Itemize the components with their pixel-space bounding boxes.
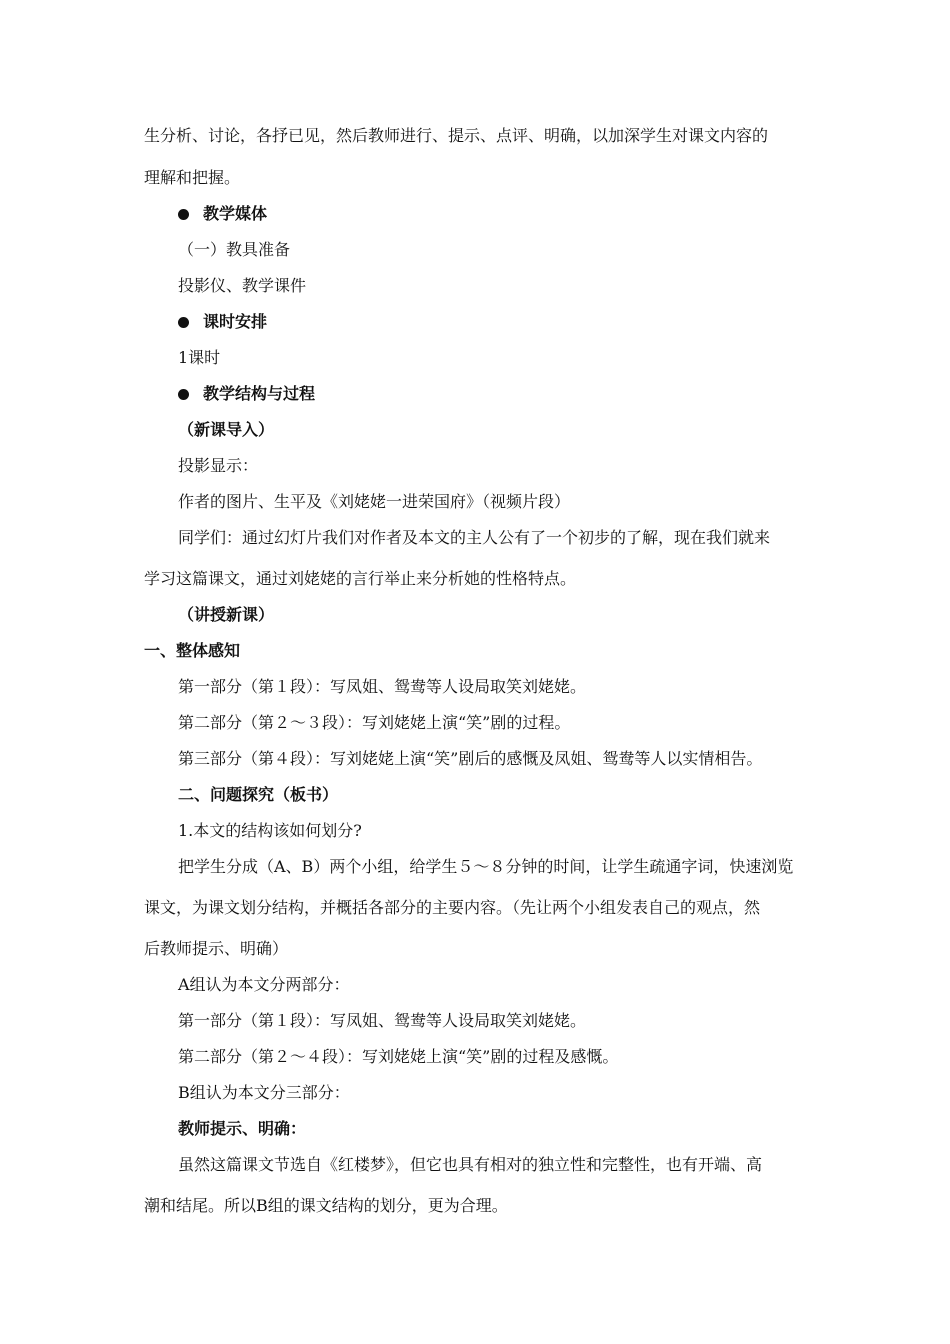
bullet-icon [178,389,189,400]
paragraph-line: 把学生分成（A、B）两个小组，给学生５～８分钟的时间，让学生疏通字词，快速浏览 [178,857,794,876]
paragraph-line: 投影显示： [178,456,259,475]
heading-text: 教学媒体 [203,204,268,223]
section-heading-structure [178,382,315,406]
heading-text: 课时安排 [203,312,268,331]
section-heading: 一、整体感知 [144,641,241,660]
paragraph-line: 作者的图片、生平及《刘姥姥一进荣国府》（视频片段） [178,492,571,511]
paragraph-line: 虽然这篇课文节选自《红楼梦》，但它也具有相对的独立性和完整性，也有开端、高 [178,1155,763,1174]
paragraph-line: 后教师提示、明确） [144,939,289,958]
subheading: （新课导入） [178,420,275,439]
section-heading-media [178,202,267,226]
subheading: （讲授新课） [178,605,275,624]
heading-text: 教学结构与过程 [203,384,316,403]
paragraph-line: 第二部分（第２～３段）：写刘姥姥上演“笑”剧的过程。 [178,713,571,732]
paragraph-line: （一）教具准备 [178,240,291,259]
subheading: 教师提示、明确： [178,1119,307,1138]
paragraph-line: 第二部分（第２～４段）：写刘姥姥上演“笑”剧的过程及感慨。 [178,1047,619,1066]
paragraph-line: 第三部分（第４段）：写刘姥姥上演“笑”剧后的感慨及凤姐、鸳鸯等人以实情相告。 [178,749,763,768]
bullet-icon [178,317,189,328]
paragraph-line: 理解和把握。 [144,168,241,187]
paragraph-line: 第一部分（第１段）：写凤姐、鸳鸯等人设局取笑刘姥姥。 [178,677,587,696]
bullet-icon [178,209,189,220]
section-heading: 二、问题探究（板书） [178,785,339,804]
paragraph-line: 学习这篇课文，通过刘姥姥的言行举止来分析她的性格特点。 [144,569,577,588]
paragraph-line: 1.本文的结构该如何划分? [178,821,362,840]
paragraph-line: 潮和结尾。所以B组的课文结构的划分，更为合理。 [144,1196,508,1215]
paragraph-line: 投影仪、教学课件 [178,276,307,295]
paragraph-line: 1课时 [178,348,221,367]
paragraph-line: 第一部分（第１段）：写凤姐、鸳鸯等人设局取笑刘姥姥。 [178,1011,587,1030]
section-heading-time [178,310,267,334]
paragraph-line: 同学们：通过幻灯片我们对作者及本文的主人公有了一个初步的了解，现在我们就来 [178,528,771,547]
paragraph-line: 课文，为课文划分结构，并概括各部分的主要内容。（先让两个小组发表自己的观点，然 [144,898,761,917]
paragraph-line: A组认为本文分两部分： [178,975,350,994]
paragraph-line: 生分析、讨论，各抒已见，然后教师进行、提示、点评、明确，以加深学生对课文内容的 [144,126,769,145]
paragraph-line: B组认为本文分三部分： [178,1083,350,1102]
